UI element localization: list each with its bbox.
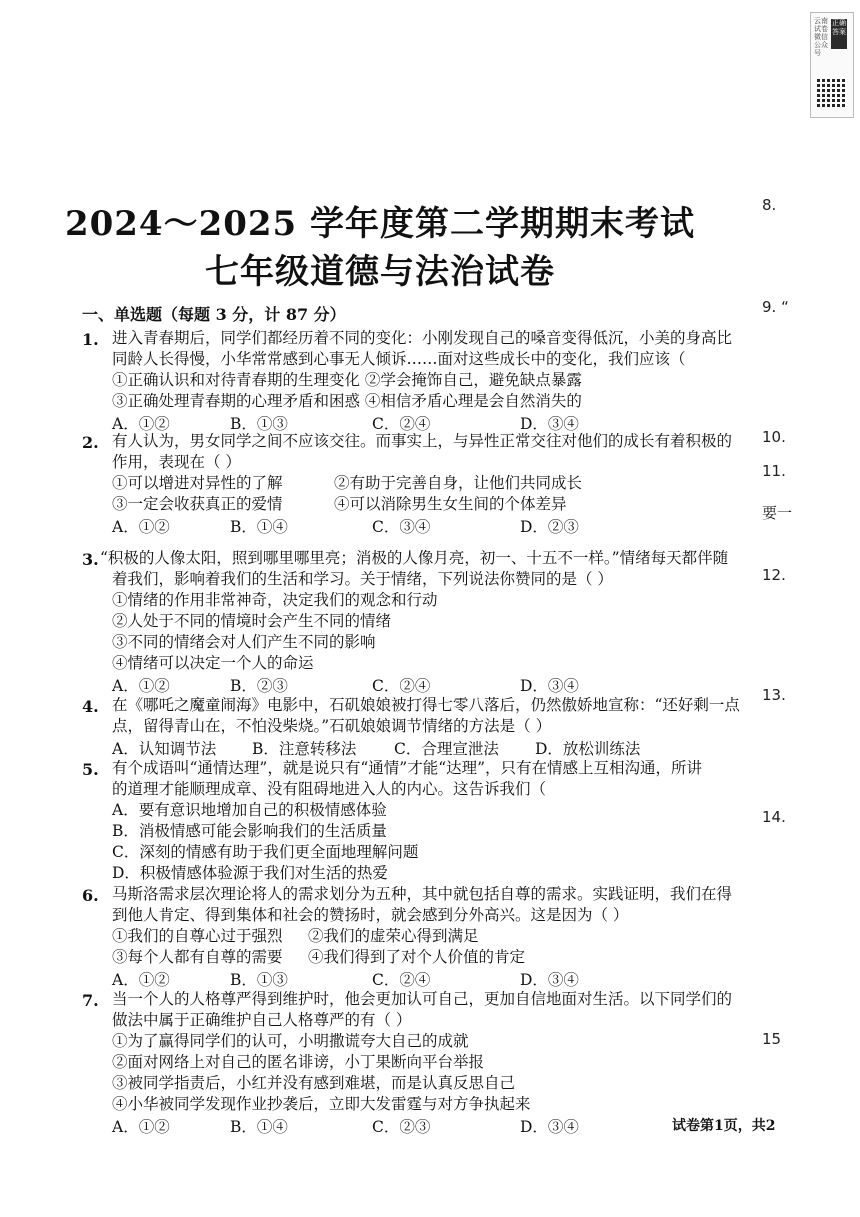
question-statement: ①可以增进对异性的了解 (112, 474, 283, 492)
option-a[interactable]: A．①② (112, 518, 170, 536)
question-statement: ①我们的自尊心过于强烈 (112, 927, 283, 945)
question-text: 同龄人长得慢，小华常常感到心事无人倾诉……面对这些成长中的变化，我们应该（ (112, 350, 686, 368)
qr-side-text: 云南试卷微信公众号 (814, 17, 828, 57)
question-statement: ③一定会收获真正的爱情 (112, 495, 283, 513)
option-a[interactable]: A．①② (112, 415, 170, 433)
question-text: 做法中属于正确维护自己人格尊严的有（ ） (112, 1011, 412, 1029)
option-a[interactable]: A．①② (112, 677, 170, 695)
question-text: 有人认为，男女同学之间不应该交往。而事实上，与异性正常交往对他们的成长有着积极的 (112, 432, 733, 450)
question-statement: ①正确认识和对待青春期的生理变化 ②学会掩饰自己，避免缺点暴露 (112, 371, 582, 389)
question-statement: ④情绪可以决定一个人的命运 (112, 654, 314, 672)
option-c[interactable]: C．深刻的情感有助于我们更全面地理解问题 (112, 843, 419, 861)
option-c[interactable]: C．②④ (372, 971, 431, 989)
question-statement: ②面对网络上对自己的匿名诽谤，小丁果断向平台举报 (112, 1053, 485, 1071)
question-text: 马斯洛需求层次理论将人的需求划分为五种，其中就包括自尊的需求。实践证明，我们在得 (112, 885, 733, 903)
section-heading: 一、单选题（每题 3 分，计 87 分） (82, 305, 346, 324)
qr-logo: 正确答案 (831, 19, 847, 49)
question-number: 5. (82, 760, 99, 779)
option-c[interactable]: C．②④ (372, 415, 431, 433)
option-b[interactable]: B．②③ (230, 677, 288, 695)
option-b[interactable]: B．注意转移法 (252, 740, 357, 758)
question-statement: ①为了赢得同学们的认可，小明撒谎夸大自己的成就 (112, 1032, 469, 1050)
option-c[interactable]: C．合理宣泄法 (394, 740, 499, 758)
option-b[interactable]: B．①③ (230, 971, 288, 989)
option-d[interactable]: D．放松训练法 (535, 740, 641, 758)
option-d[interactable]: D．③④ (520, 415, 579, 433)
question-statement: ②我们的虚荣心得到满足 (308, 927, 479, 945)
question-statement: ③正确处理青春期的心理矛盾和困惑 ④相信矛盾心理是会自然消失的 (112, 392, 582, 410)
question-number: 7. (82, 991, 99, 1010)
question-statement: ①情绪的作用非常神奇，决定我们的观念和行动 (112, 591, 438, 609)
exam-title: 2024～2025 学年度第二学期期末考试 (64, 204, 696, 244)
question-text: 在《哪吒之魔童闹海》电影中，石矶娘娘被打得七零八落后，仍然傲娇地宣称：“还好剩一点 (112, 696, 740, 714)
option-c[interactable]: C．②③ (372, 1118, 431, 1136)
question-statement: ②有助于完善自身，让他们共同成长 (334, 474, 583, 492)
option-d[interactable]: D．③④ (520, 677, 579, 695)
question-number: 1. (82, 330, 99, 349)
side-question-number: 13. (762, 686, 786, 704)
question-number: 2. (82, 433, 99, 452)
option-a[interactable]: A．①② (112, 971, 170, 989)
question-text: “积极的人像太阳，照到哪里哪里亮；消极的人像月亮，初一、十五不一样。”情绪每天都伴随 (100, 549, 729, 567)
option-b[interactable]: B．①③ (230, 415, 288, 433)
option-b[interactable]: B．①④ (230, 1118, 288, 1136)
option-c[interactable]: C．②④ (372, 677, 431, 695)
question-number: 4. (82, 697, 99, 716)
option-b[interactable]: B．消极情感可能会影响我们的生活质量 (112, 822, 387, 840)
question-statement: ④可以消除男生女生间的个体差异 (334, 495, 567, 513)
option-c[interactable]: C．③④ (372, 518, 431, 536)
question-number: 3. (82, 550, 99, 569)
qr-code-icon[interactable] (817, 77, 847, 107)
side-question-number: 11. (762, 462, 786, 480)
question-statement: ③不同的情绪会对人们产生不同的影响 (112, 633, 376, 651)
question-statement: ④小华被同学发现作业抄袭后，立即大发雷霆与对方争执起来 (112, 1095, 531, 1113)
question-text: 点，留得青山在，不怕没柴烧。”石矶娘娘调节情绪的方法是（ ） (112, 717, 552, 735)
side-question-number: 15 (762, 1030, 782, 1048)
side-question-number: 9. “ (762, 298, 789, 316)
option-d[interactable]: D．③④ (520, 1118, 579, 1136)
question-text: 作用，表现在（ ） (112, 453, 241, 471)
side-question-number: 8. (762, 196, 777, 214)
question-statement: ③被同学指责后，小红并没有感到难堪，而是认真反思自己 (112, 1074, 516, 1092)
question-statement: ④我们得到了对个人价值的肯定 (308, 948, 526, 966)
question-text: 当一个人的人格尊严得到维护时，他会更加认可自己，更加自信地面对生活。以下同学们的 (112, 990, 733, 1008)
option-b[interactable]: B．①④ (230, 518, 288, 536)
question-statement: ②人处于不同的情境时会产生不同的情绪 (112, 612, 392, 630)
question-text: 有个成语叫“通情达理”，就是说只有“通情”才能“达理”，只有在情感上互相沟通，所讲 (112, 759, 703, 777)
option-a[interactable]: A．认知调节法 (112, 740, 217, 758)
question-text: 的道理才能顺理成章、没有阻碍地进入人的内心。这告诉我们（ (112, 780, 547, 798)
page-footer: 试卷第1页，共2 (672, 1118, 776, 1134)
side-question-number: 10. (762, 428, 786, 446)
side-question-number: 12. (762, 566, 786, 584)
side-fragment: 要一 (762, 504, 793, 522)
option-d[interactable]: D．③④ (520, 971, 579, 989)
question-statement: ③每个人都有自尊的需要 (112, 948, 283, 966)
exam-subtitle: 七年级道德与法治试卷 (205, 252, 555, 292)
option-a[interactable]: A．要有意识地增加自己的积极情感体验 (112, 801, 387, 819)
question-text: 到他人肯定、得到集体和社会的赞扬时，就会感到分外高兴。这是因为（ ） (112, 906, 629, 924)
side-question-number: 14. (762, 808, 786, 826)
question-number: 6. (82, 886, 99, 905)
question-text: 着我们，影响着我们的生活和学习。关于情绪，下列说法你赞同的是（ ） (112, 570, 613, 588)
question-text: 进入青春期后，同学们都经历着不同的变化：小刚发现自己的嗓音变得低沉，小美的身高比 (112, 329, 733, 347)
qr-box (810, 12, 854, 118)
option-d[interactable]: D．积极情感体验源于我们对生活的热爱 (112, 864, 388, 882)
option-d[interactable]: D．②③ (520, 518, 579, 536)
option-a[interactable]: A．①② (112, 1118, 170, 1136)
